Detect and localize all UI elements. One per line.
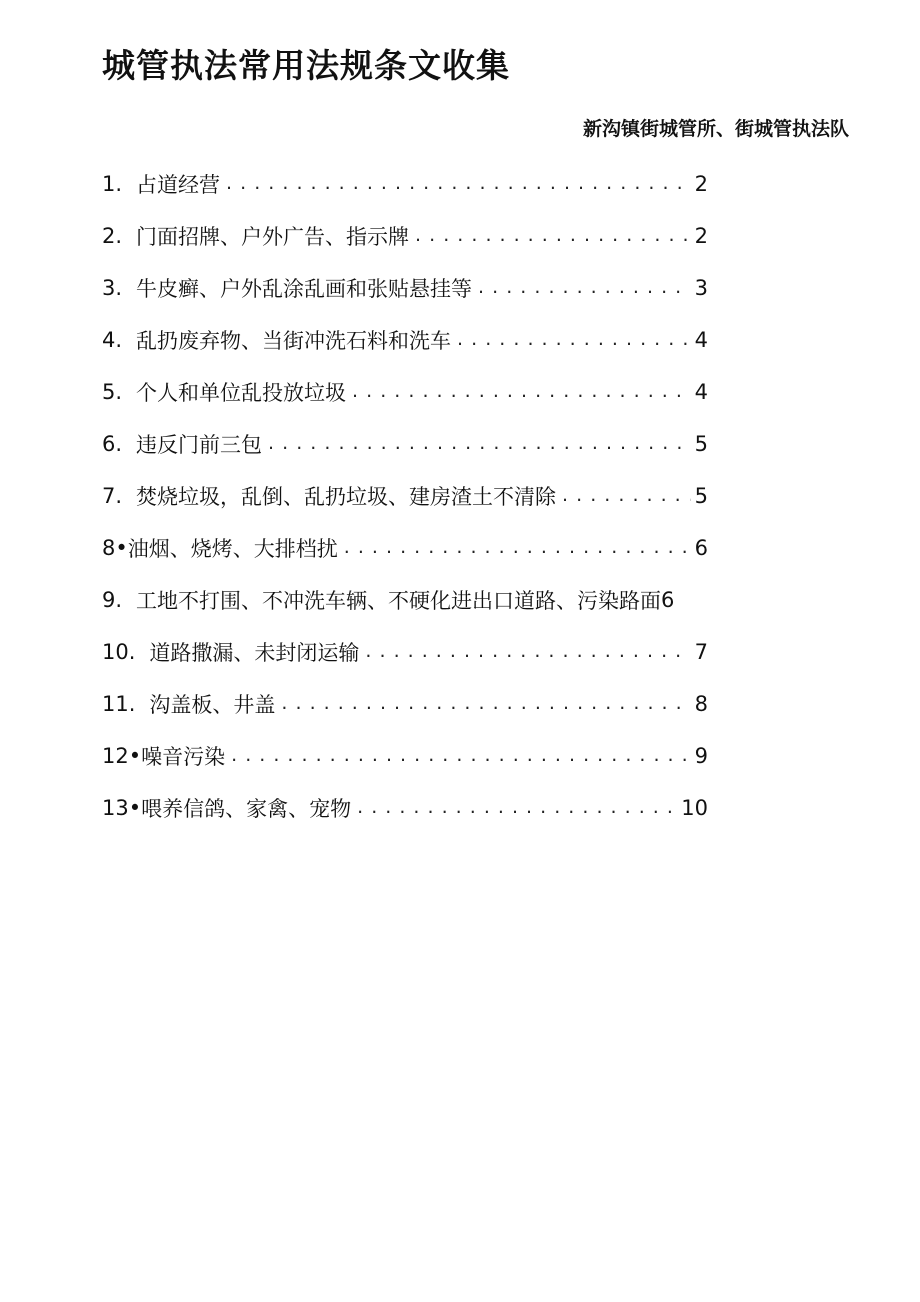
toc-entry-page: 2 xyxy=(694,172,708,196)
toc-dot-leader xyxy=(281,692,690,716)
toc-entry-page: 9 xyxy=(694,744,708,768)
toc-entry[interactable] xyxy=(102,262,708,314)
toc-dot-leader xyxy=(231,744,691,768)
toc-entry-page: 2 xyxy=(694,224,708,248)
toc-entry-page: 10 xyxy=(681,796,708,820)
toc-entry[interactable] xyxy=(102,470,708,522)
toc-entry-number: 8• xyxy=(102,536,128,560)
toc-dot-leader xyxy=(478,276,691,300)
toc-dot-leader xyxy=(562,484,691,508)
toc-entry[interactable] xyxy=(102,418,708,470)
toc-entry-label: 噪音污染 xyxy=(141,745,226,769)
toc-entry-page: 4 xyxy=(694,380,708,404)
toc-dot-leader xyxy=(415,224,691,248)
toc-dot-leader xyxy=(268,432,691,456)
toc-entry-label: 违反门前三包 xyxy=(136,433,263,457)
toc-dot-leader xyxy=(357,796,677,820)
toc-entry-page: 4 xyxy=(694,328,708,352)
toc-dot-leader xyxy=(365,640,690,664)
toc-entry-number: 4. xyxy=(102,328,123,352)
toc-entry-page: 7 xyxy=(694,640,708,664)
toc-dot-leader xyxy=(457,328,691,352)
toc-entry[interactable] xyxy=(102,678,708,730)
toc-entry-label: 喂养信鸽、家禽、宠物 xyxy=(141,797,352,821)
toc-entry-label: 占道经营 xyxy=(136,173,221,197)
toc-entry[interactable] xyxy=(102,730,708,782)
toc-entry[interactable] xyxy=(102,210,708,262)
toc-entry-page: 5 xyxy=(694,432,708,456)
toc-entry-page: 3 xyxy=(694,276,708,300)
toc-entry[interactable] xyxy=(102,314,708,366)
toc-entry-page: 8 xyxy=(694,692,708,716)
table-of-contents xyxy=(102,158,722,834)
toc-entry[interactable] xyxy=(102,782,708,834)
toc-entry[interactable] xyxy=(102,158,708,210)
toc-entry-label: 乱扔废弃物、当街冲洗石料和洗车 xyxy=(136,329,452,353)
toc-entry-label: 门面招牌、户外广告、指示牌 xyxy=(136,225,410,249)
document-title: 城管执法常用法规条文收集 xyxy=(102,46,510,85)
toc-dot-leader xyxy=(226,172,691,196)
toc-entry[interactable] xyxy=(102,626,708,678)
toc-dot-leader xyxy=(352,380,691,404)
toc-entry-label: 油烟、烧烤、大排档扰 xyxy=(127,537,338,561)
toc-entry-number: 2. xyxy=(102,224,123,248)
toc-entry-number: 7. xyxy=(102,484,123,508)
toc-entry-page: 6 xyxy=(661,588,675,612)
toc-entry-number: 1. xyxy=(102,172,123,196)
toc-entry[interactable] xyxy=(102,366,708,418)
toc-entry-label: 工地不打围、不冲洗车辆、不硬化进出口道路、污染路面 xyxy=(136,589,662,613)
toc-entry-label: 牛皮癣、户外乱涂乱画和张贴悬挂等 xyxy=(136,277,473,301)
toc-entry-page: 6 xyxy=(694,536,708,560)
toc-entry-label: 焚烧垃圾，乱倒、乱扔垃圾、建房渣土不清除 xyxy=(136,485,557,509)
toc-entry[interactable] xyxy=(102,522,708,574)
toc-entry-label: 沟盖板、井盖 xyxy=(149,693,276,717)
document-subtitle: 新沟镇街城管所、街城管执法队 xyxy=(582,118,849,140)
toc-entry-number: 3. xyxy=(102,276,123,300)
toc-dot-leader xyxy=(344,536,691,560)
toc-entry-number: 11. xyxy=(102,692,136,716)
toc-entry-number: 9. xyxy=(102,588,123,612)
toc-entry-label: 个人和单位乱投放垃圾 xyxy=(136,381,347,405)
toc-entry-number: 13• xyxy=(102,796,142,820)
toc-entry-number: 6. xyxy=(102,432,123,456)
toc-entry-number: 12• xyxy=(102,744,142,768)
toc-entry-label: 道路撒漏、未封闭运输 xyxy=(149,641,360,665)
toc-entry-number: 5. xyxy=(102,380,123,404)
toc-entry[interactable] xyxy=(102,574,708,626)
toc-entry-number: 10. xyxy=(102,640,136,664)
toc-entry-page: 5 xyxy=(694,484,708,508)
